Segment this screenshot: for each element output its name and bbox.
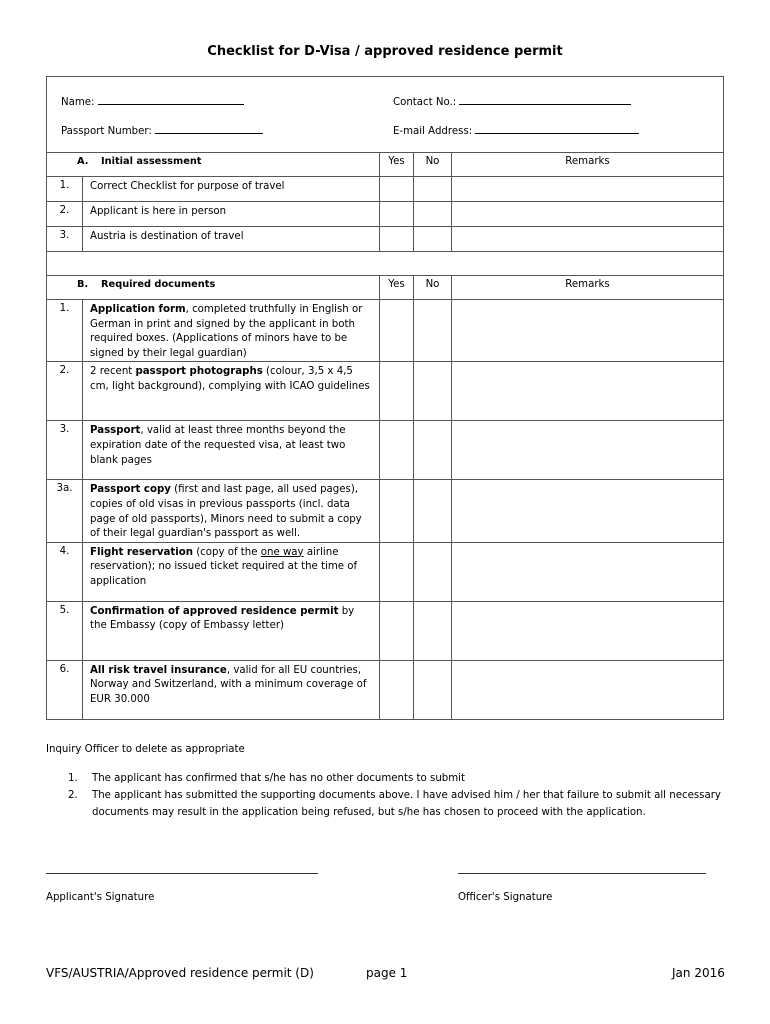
- remarks-cell[interactable]: [452, 660, 724, 719]
- yes-checkbox[interactable]: [380, 542, 414, 601]
- remarks-cell[interactable]: [452, 601, 724, 660]
- remarks-cell[interactable]: [452, 202, 724, 227]
- table-row: 2. 2 recent passport photographs (colour, 3,5 x 4,5 cm, light background), complying with ICAO guidelines: [47, 362, 724, 421]
- section-b-yes-header: Yes: [380, 276, 414, 300]
- section-a-no-header: No: [414, 153, 452, 177]
- no-checkbox[interactable]: [414, 542, 452, 601]
- section-b-title: B. Required documents: [47, 276, 380, 300]
- footer-page-number: page 1: [366, 966, 408, 980]
- section-spacer: [47, 252, 724, 276]
- no-checkbox[interactable]: [414, 202, 452, 227]
- email-label: E-mail Address:: [393, 126, 473, 137]
- no-checkbox[interactable]: [414, 480, 452, 542]
- name-field[interactable]: [98, 93, 244, 105]
- yes-checkbox[interactable]: [380, 202, 414, 227]
- name-label: Name:: [61, 97, 95, 108]
- remarks-cell[interactable]: [452, 300, 724, 362]
- inquiry-heading: Inquiry Officer to delete as appropriate: [46, 744, 245, 755]
- table-row: 3. Passport, valid at least three months beyond the expiration date of the requested visa, at least two blank pages: [47, 421, 724, 480]
- section-a-remarks-header: Remarks: [452, 153, 724, 177]
- remarks-cell[interactable]: [452, 227, 724, 252]
- table-row: 6. All risk travel insurance, valid for all EU countries, Norway and Switzerland, with a minimum coverage of EUR 30.000: [47, 660, 724, 719]
- yes-checkbox[interactable]: [380, 421, 414, 480]
- remarks-cell[interactable]: [452, 542, 724, 601]
- yes-checkbox[interactable]: [380, 601, 414, 660]
- table-row: 2. Applicant is here in person: [47, 202, 724, 227]
- yes-checkbox[interactable]: [380, 362, 414, 421]
- email-field[interactable]: [475, 122, 639, 134]
- section-b-no-header: No: [414, 276, 452, 300]
- no-checkbox[interactable]: [414, 421, 452, 480]
- yes-checkbox[interactable]: [380, 660, 414, 719]
- section-b-remarks-header: Remarks: [452, 276, 724, 300]
- applicant-signature-label: Applicant's Signature: [46, 892, 155, 903]
- table-row: 1. Application form, completed truthfully in English or German in print and signed by the applicant in both required boxes. (Applications of minors have to be signed by their legal guardian): [47, 300, 724, 362]
- section-a-title: A. Initial assessment: [47, 153, 380, 177]
- table-row: 3. Austria is destination of travel: [47, 227, 724, 252]
- yes-checkbox[interactable]: [380, 227, 414, 252]
- section-b-header: [47, 276, 724, 300]
- no-checkbox[interactable]: [414, 660, 452, 719]
- remarks-cell[interactable]: [452, 421, 724, 480]
- table-row: 4. Flight reservation (copy of the one way airline reservation); no issued ticket required at the time of application: [47, 542, 724, 601]
- yes-checkbox[interactable]: [380, 177, 414, 202]
- passport-number-label: Passport Number:: [61, 126, 152, 137]
- contact-label: Contact No.:: [393, 97, 457, 108]
- page-title: Checklist for D-Visa / approved residence permit: [207, 44, 563, 59]
- applicant-info-cell: [47, 77, 724, 153]
- table-row: 1. Correct Checklist for purpose of travel: [47, 177, 724, 202]
- table-row: 5. Confirmation of approved residence permit by the Embassy (copy of Embassy letter): [47, 601, 724, 660]
- applicant-info-row: [47, 77, 724, 153]
- no-checkbox[interactable]: [414, 177, 452, 202]
- footer-date: Jan 2016: [672, 966, 725, 980]
- remarks-cell[interactable]: [452, 480, 724, 542]
- remarks-cell[interactable]: [452, 362, 724, 421]
- no-checkbox[interactable]: [414, 227, 452, 252]
- contact-field[interactable]: [459, 93, 631, 105]
- footer-document-id: VFS/AUSTRIA/Approved residence permit (D): [46, 966, 314, 980]
- yes-checkbox[interactable]: [380, 300, 414, 362]
- officer-signature-line[interactable]: [458, 873, 706, 874]
- passport-number-field[interactable]: [155, 122, 263, 134]
- section-a-header: [47, 153, 724, 177]
- section-a-yes-header: Yes: [380, 153, 414, 177]
- no-checkbox[interactable]: [414, 300, 452, 362]
- checklist-table: [46, 76, 724, 720]
- no-checkbox[interactable]: [414, 601, 452, 660]
- statement-2[interactable]: 2. The applicant has submitted the supporting documents above. I have advised him / her that failure to submit all necessary documents may result in the application being refused, but s/he has chosen to proceed with the application.: [68, 790, 721, 818]
- officer-signature-label: Officer's Signature: [458, 892, 553, 903]
- yes-checkbox[interactable]: [380, 480, 414, 542]
- applicant-signature-line[interactable]: [46, 873, 318, 874]
- statement-1[interactable]: 1. The applicant has confirmed that s/he has no other documents to submit: [68, 773, 465, 784]
- table-row: 3a. Passport copy (first and last page, all used pages), copies of old visas in previous passports (incl. data page of old passports), Minors need to submit a copy of their legal guardian's passport as well.: [47, 480, 724, 542]
- no-checkbox[interactable]: [414, 362, 452, 421]
- remarks-cell[interactable]: [452, 177, 724, 202]
